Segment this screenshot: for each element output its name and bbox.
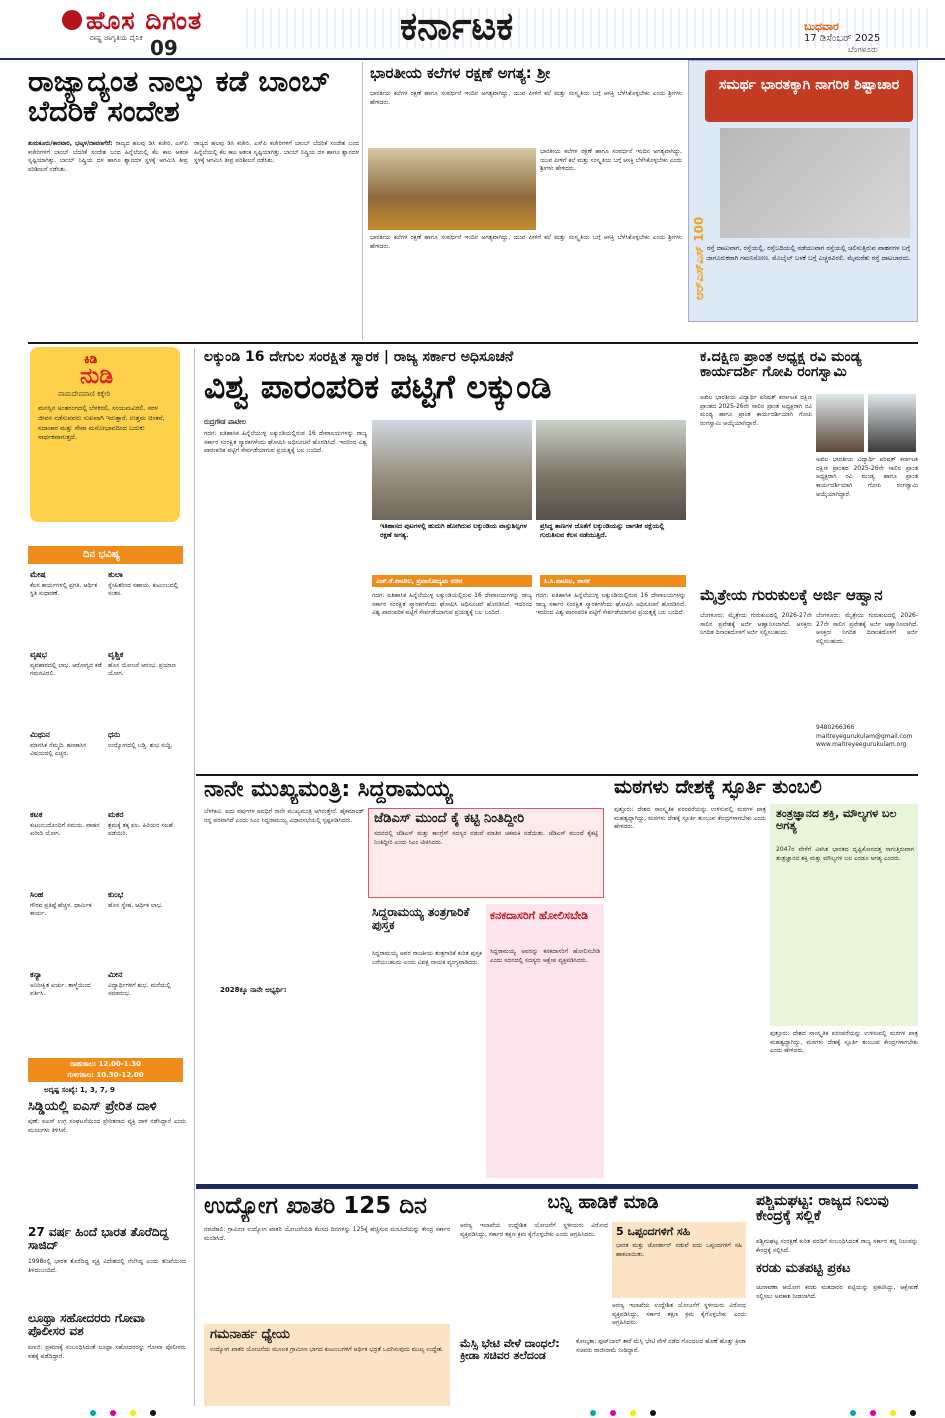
dakshina-body-col2: ಅಖಿಲ ಭಾರತೀಯ ವಿದ್ಯಾರ್ಥಿ ಪರಿಷತ್ ಕರ್ನಾಟಕ ದಕ್ಷಿಣ ಪ್ರಾಂತದ 2025-26ನೇ ಸಾಲಿನ ಪ್ರಾಂತ ಅಧ್ಯಕ್ಷರಾಗಿ ರವಿ ಮಂಡ್ಯ ಹಾಗೂ ಪ್ರಾಂತ ಕಾರ್ಯದರ್ಶಿಯಾಗಿ ಗೋಪಿ ರಂಗಸ್ವಾಮಿ ಆಯ್ಕೆಯಾಗಿದ್ದಾರೆ. (816, 456, 918, 498)
job-headline: ಉದ್ಯೋಗ ಖಾತರಿ 125 ದಿನ (204, 1194, 427, 1219)
art-body: ಭಾರತೀಯ ಕಲೆಗಳ ರಕ್ಷಣೆ ಹಾಗೂ ಸಂವರ್ಧನೆ ಇಂದಿನ ಅಗತ್ಯವಾಗಿದ್ದು, ಯುವ ಪೀಳಿಗೆ ಕಲೆ ಮತ್ತು ಸಂಸ್ಕೃತಿಯ ಬಗ್ಗೆ ಆಸಕ್ತಿ ಬೆಳೆಸಿಕೊಳ್ಳಬೇಕು ಎಂದು ಶ್ರೀಗಳು ಹೇಳಿದರು. (370, 90, 682, 106)
rashi-name: ಧನು (108, 730, 121, 739)
maitreya-phone: 9480266366 (816, 724, 855, 731)
messi-headline: ಮೆಸ್ಸಿ ಭೇಟಿ ವೇಳೆ ದಾಂಧಲೆ: ಕ್ರೀಡಾ ಸಚಿವರ ತಲೆದಂಡ (460, 1338, 560, 1362)
bunny-headline: ಬನ್ನಿ ಹಾಡಿಕೆ ಮಾಡಿ (547, 1194, 659, 1213)
bunny-body: ಅರಣ್ಯ ಇಲಾಖೆಯ ಉದ್ದೇಶಿತ ಯೋಜನೆಗೆ ಸ್ಥಳೀಯರು ವಿರೋಧ ವ್ಯಕ್ತಪಡಿಸಿದ್ದು, ಸರ್ಕಾರ ತಕ್ಷಣ ಕ್ರಮ ಕೈಗೊಳ್ಳಬೇಕು ಎಂದು ಆಗ್ರಹಿಸಿದರು. (460, 1222, 608, 1238)
art-headline: ಭಾರತೀಯ ಕಲೆಗಳ ರಕ್ಷಣೆ ಅಗತ್ಯ: ಶ್ರೀ (370, 66, 551, 82)
gulika: ಗುಳಿಗಕಾಲ: 10.30-12.00 (67, 1070, 144, 1079)
bottom-rule (196, 1184, 918, 1189)
cm-subhead: 2028ಕ್ಕೂ ನಾನೇ ಅಭ್ಯರ್ಥಿ: (220, 986, 287, 994)
rashi-item (30, 810, 104, 886)
temple-photo-2 (536, 420, 686, 520)
registration-dot (150, 1410, 156, 1416)
tax-headline: ಕರಡು ಮತಪಟ್ಟಿ ಪ್ರಕಟ (756, 1262, 918, 1280)
rashi-name: ಕಟಕ (30, 810, 43, 819)
rashi-text: ಸ್ನೇಹಿತರಿಂದ ಸಹಾಯ. ಕುಟುಂಬದಲ್ಲಿ ಸಂತಸ. (108, 582, 179, 598)
rashi-item (30, 650, 104, 726)
rashi-timings (28, 1058, 183, 1082)
registration-dot (850, 1410, 856, 1416)
lakkundi-byline: ರುದ್ರಗೌಡ ಪಾಟೀಲ (204, 418, 247, 426)
rashi-item (30, 570, 104, 646)
section-rule-2 (196, 774, 918, 776)
lakkundi-body: ಗದಗ: ಐತಿಹಾಸಿಕ ಹಿನ್ನೆಲೆಯುಳ್ಳ ಲಕ್ಕುಂಡಿಯಲ್ಲಿರುವ 16 ದೇವಾಲಯಗಳನ್ನು ರಾಜ್ಯ ಸರ್ಕಾರ ಸಂರಕ್ಷಿತ ಸ್ಮಾರಕಗಳೆಂದು ಘೋಷಿಸಿ ಅಧಿಸೂಚನೆ ಹೊರಡಿಸಿದೆ. ಇದರಿಂದ ವಿಶ್ವ ಪಾರಂಪರಿಕ ಪಟ್ಟಿಗೆ ಸೇರ್ಪಡೆಯಾಗುವ ಪ್ರಯತ್ನಕ್ಕೆ ಬಲ ಬಂದಿದೆ. (204, 430, 367, 455)
mutt-headline: ಮಠಗಳು ದೇಶಕ್ಕೆ ಸ್ಫೂರ್ತಿ ತುಂಬಲಿ (614, 778, 822, 798)
rashi-text: ವಿದ್ಯಾರ್ಥಿಗಳಿಗೆ ಶುಭ. ಮನೆಯಲ್ಲಿ ಸಮಾರಂಭ. (108, 982, 171, 998)
jds-body: ಸದನದಲ್ಲಿ ಜೆಡಿಎಸ್ ಮತ್ತು ಕಾಂಗ್ರೆಸ್ ಸದಸ್ಯರ ನಡುವೆ ಮಾತಿನ ಚಕಮಕಿ ನಡೆಯಿತು. ಜೆಡಿಎಸ್ ಮುಂದೆ ಕೈಕಟ್ಟಿ ನಿಂತಿದ್ದೀರಿ ಎಂದು ಸಿಎಂ ಟೀಕಿಸಿದರು. (374, 830, 598, 846)
lucky-numbers: ಅದೃಷ್ಟ ಸಂಖ್ಯೆ: 1, 3, 7, 9 (44, 1086, 115, 1094)
rashi-name: ವೃಶ್ಚಿಕ (108, 650, 124, 659)
art-body-col2: ಭಾರತೀಯ ಕಲೆಗಳ ರಕ್ಷಣೆ ಹಾಗೂ ಸಂವರ್ಧನೆ ಇಂದಿನ ಅಗತ್ಯವಾಗಿದ್ದು, ಯುವ ಪೀಳಿಗೆ ಕಲೆ ಮತ್ತು ಸಂಸ್ಕೃತಿಯ ಬಗ್ಗೆ ಆಸಕ್ತಿ ಬೆಳೆಸಿಕೊಳ್ಳಬೇಕು ಎಂದು ಶ್ರೀಗಳು ಹೇಳಿದರು. (540, 148, 682, 173)
sabir-body: 1998ರಲ್ಲಿ ಭಾರತ ತೊರೆದಿದ್ದ ವ್ಯಕ್ತಿ ವಿದೇಶದಲ್ಲಿ ನೆಲೆಸಿದ್ದ ಎಂದು ತನಿಖೆಯಿಂದ ತಿಳಿದುಬಂದಿದೆ. (28, 1258, 186, 1274)
art-photo (368, 148, 536, 230)
rashi-name: ಸಿಂಹ (30, 890, 44, 899)
rashi-text: ಗೌರವ ಪ್ರತಿಷ್ಠೆ ಹೆಚ್ಚಳ. ಧಾರ್ಮಿಕ ಕಾರ್ಯ. (30, 902, 92, 918)
mutt-body: ಪುತ್ತೂರು: ದೇಶದ ಸಾಂಸ್ಕೃತಿಕ ಪರಂಪರೆಯನ್ನು ಉಳಿಸುವಲ್ಲಿ ಮಠಗಳ ಪಾತ್ರ ಮಹತ್ವದ್ದಾಗಿದ್ದು, ಮಠಗಳು ದೇಶಕ್ಕೆ ಸ್ಫೂರ್ತಿ ತುಂಬುವ ಕೇಂದ್ರಗಳಾಗಬೇಕು ಎಂದು ಹೇಳಿದರು. (614, 806, 766, 831)
registration-dot (110, 1410, 116, 1416)
mutt-body-col2: ಪುತ್ತೂರು: ದೇಶದ ಸಾಂಸ್ಕೃತಿಕ ಪರಂಪರೆಯನ್ನು ಉಳಿಸುವಲ್ಲಿ ಮಠಗಳ ಪಾತ್ರ ಮಹತ್ವದ್ದಾಗಿದ್ದು, ಮಠಗಳು ದೇಶಕ್ಕೆ ಸ್ಫೂರ್ತಿ ತುಂಬುವ ಕೇಂದ್ರಗಳಾಗಬೇಕು ಎಂದು ಹೇಳಿದರು. (770, 1030, 918, 1055)
rashi-item (108, 570, 182, 646)
rashi-name: ಮಕರ (108, 810, 124, 819)
ad-title: ಸಮರ್ಥ ಭಾರತಕ್ಕಾಗಿ ನಾಗರಿಕ ಶಿಷ್ಟಾಚಾರ (705, 70, 913, 122)
rashi-text: ಕುಟುಂಬದೊಂದಿಗೆ ಸಮಯ. ವಾಹನ ಖರೀದಿ ಯೋಗ. (30, 822, 100, 838)
lakkundi-headline: ವಿಶ್ವ ಪಾರಂಪರಿಕ ಪಟ್ಟಿಗೆ ಲಕ್ಕುಂಡಿ (204, 370, 552, 406)
jds-headline: ಜೆಡಿಎಸ್ ಮುಂದೆ ಕೈ ಕಟ್ಟಿ ನಿಂತಿದ್ದೀರಿ (374, 812, 525, 826)
temple-photo-1 (372, 420, 532, 520)
siddi-body: ಪುಣೆ: ಐಎಸ್ ಉಗ್ರ ಸಂಘಟನೆಯಿಂದ ಪ್ರೇರಿತನಾದ ವ್ಯಕ್ತಿ ದಾಳಿ ನಡೆಸಿದ್ದಾನೆ ಎಂದು ಮೂಲಗಳು ತಿಳಿಸಿವೆ. (28, 1118, 186, 1134)
city: ಬೆಂಗಳೂರು (848, 45, 878, 54)
logo-subtitle: ರಾಷ್ಟ್ರ ಜಾಗೃತಿಯ ದೈನಿಕ (90, 34, 143, 42)
ad-road-illustration (720, 128, 910, 238)
rashi-item (30, 890, 104, 966)
rashi-grid (30, 570, 182, 1055)
registration-dot (630, 1410, 636, 1416)
rashi-item (30, 970, 104, 1046)
rashi-name: ಕುಂಭ (108, 890, 124, 899)
maitreya-website[interactable]: www.maitreyeegurukulam.org (816, 741, 907, 749)
tantra-body: ಸಿದ್ದರಾಮಯ್ಯ ಅವರ ರಾಜಕೀಯ ತಂತ್ರಗಾರಿಕೆ ಕುರಿತ ಪುಸ್ತಕ ಬರೆಯಬಹುದು ಎಂದು ವಿಪಕ್ಷ ನಾಯಕ ವ್ಯಂಗ್ಯವಾಡಿದರು. (372, 950, 482, 966)
rashi-text: ಹೊಸ ಸ್ನೇಹ. ಆರ್ಥಿಕ ಲಾಭ. (108, 902, 163, 909)
rashi-item (108, 970, 182, 1046)
maitreya-body: ಬೆಂಗಳೂರು: ಮೈತ್ರೇಯ ಗುರುಕುಲದಲ್ಲಿ 2026-27ನೇ ಸಾಲಿನ ಪ್ರವೇಶಕ್ಕೆ ಅರ್ಜಿ ಆಹ್ವಾನಿಸಲಾಗಿದೆ. ಆಸಕ್ತರು ನಿಗದಿತ ದಿನಾಂಕದೊಳಗೆ ಅರ್ಜಿ ಸಲ್ಲಿಸಬಹುದು. (700, 612, 812, 637)
section-title: ಕರ್ನಾಟಕ (400, 4, 514, 48)
quote1-author: ಎಚ್.ಕೆ.ಪಾಟೀಲ, ಪ್ರವಾಸೋದ್ಯಮ ಸಚಿವ (372, 575, 532, 587)
rashi-name: ಮಿಥುನ (30, 730, 50, 739)
rashi-name: ಮೀನ (108, 970, 123, 979)
rashi-text: ಕೆಲಸ ಕಾರ್ಯಗಳಲ್ಲಿ ಪ್ರಗತಿ. ಆರ್ಥಿಕ ಸ್ಥಿತಿ ಸುಧಾರಣೆ. (30, 582, 98, 598)
registration-dot (610, 1410, 616, 1416)
lead-headline: ರಾಜ್ಯಾದ್ಯಂತ ನಾಲ್ಕು ಕಡೆ ಬಾಂಬ್ ಬೆದರಿಕೆ ಸಂದೇಶ (28, 66, 331, 129)
page-number: 09 (150, 36, 178, 58)
maitreya-contact (816, 724, 918, 750)
bunny-box-title: 5 ಒಪ್ಪಂದಗಳಿಗೆ ಸಹಿ (616, 1226, 691, 1238)
cm-body: ಬೆಳಗಾವಿ: ಐದು ವರ್ಷಗಳ ಅವಧಿಗೆ ನಾನೇ ಮುಖ್ಯಮಂತ್ರಿ ಆಗಿರುತ್ತೇನೆ. ಹೈಕಮಾಂಡ್ ನನ್ನ ಪರವಾಗಿದೆ ಎಂದು ಸಿಎಂ ಸಿದ್ದರಾಮಯ್ಯ ವಿಧಾನಸಭೆಯಲ್ಲಿ ಸ್ಪಷ್ಟಪಡಿಸಿದರು. (204, 808, 364, 824)
tax-body: ಚುನಾವಣಾ ಆಯೋಗ ಕರಡು ಮತದಾರರ ಪಟ್ಟಿಯನ್ನು ಪ್ರಕಟಿಸಿದ್ದು, ಆಕ್ಷೇಪಣೆ ಸಲ್ಲಿಸಲು ಅವಕಾಶ ನೀಡಲಾಗಿದೆ. (756, 1284, 918, 1300)
dakshina-headline: ಕ.ದಕ್ಷಿಣ ಪ್ರಾಂತ ಅಧ್ಯಕ್ಷ ರವಿ ಮಂಡ್ಯ ಕಾರ್ಯದರ್ಶಿ ಗೋಪಿ ರಂಗಸ್ವಾಮಿ (700, 350, 862, 380)
quote2-author: ಸಿ.ಸಿ.ಪಾಟೀಲ, ಶಾಸಕ (540, 575, 686, 587)
mutt-box-title: ತಂತ್ರಜ್ಞಾನದ ಶಕ್ತಿ, ಮೌಲ್ಯಗಳ ಬಲ ಅಗತ್ಯ (776, 808, 897, 832)
divider-left (194, 348, 195, 1406)
kanaka-headline: ಕನಕದಾಸರಿಗೆ ಹೋಲಿಸಬೇಡಿ (490, 910, 589, 922)
lead-text: ರಾಜ್ಯದ ಹಲವು ಡಿಸಿ ಕಚೇರಿ, ಎಸ್‌ಪಿ ಕಚೇರಿಗಳಿಗೆ ಬಾಂಬ್ ಬೆದರಿಕೆ ಸಂದೇಶ ಬಂದ ಹಿನ್ನೆಲೆಯಲ್ಲಿ ಕೆಲ ಕಾಲ ಆತಂಕ ಸೃಷ್ಟಿಯಾಗಿತ್ತು. ಬಾಂಬ್ ನಿಷ್ಕ್ರಿಯ ದಳ ಹಾಗೂ ಶ್ವಾನದಳ ಸ್ಥಳಕ್ಕೆ ಆಗಮಿಸಿ ತೀವ್ರ ಪರಿಶೀಲನೆ ನಡೆಸಿತು. (28, 140, 188, 174)
dakshina-body: ಅಖಿಲ ಭಾರತೀಯ ವಿದ್ಯಾರ್ಥಿ ಪರಿಷತ್ ಕರ್ನಾಟಕ ದಕ್ಷಿಣ ಪ್ರಾಂತದ 2025-26ನೇ ಸಾಲಿನ ಪ್ರಾಂತ ಅಧ್ಯಕ್ಷರಾಗಿ ರವಿ ಮಂಡ್ಯ ಹಾಗೂ ಪ್ರಾಂತ ಕಾರ್ಯದರ್ಶಿಯಾಗಿ ಗೋಪಿ ರಂಗಸ್ವಾಮಿ ಆಯ್ಕೆಯಾಗಿದ್ದಾರೆ. (700, 394, 812, 428)
masthead (0, 0, 945, 58)
registration-dot (910, 1410, 916, 1416)
kidi-author: ವಾಮದೇವವಾಣಿ ಕಕ್ಕೇರಿ (58, 390, 111, 398)
lakkundi-body-col2: ಗದಗ: ಐತಿಹಾಸಿಕ ಹಿನ್ನೆಲೆಯುಳ್ಳ ಲಕ್ಕುಂಡಿಯಲ್ಲಿರುವ 16 ದೇವಾಲಯಗಳನ್ನು ರಾಜ್ಯ ಸರ್ಕಾರ ಸಂರಕ್ಷಿತ ಸ್ಮಾರಕಗಳೆಂದು ಘೋಷಿಸಿ ಅಧಿಸೂಚನೆ ಹೊರಡಿಸಿದೆ. ಇದರಿಂದ ವಿಶ್ವ ಪಾರಂಪರಿಕ ಪಟ್ಟಿಗೆ ಸೇರ್ಪಡೆಯಾಗುವ ಪ್ರಯತ್ನಕ್ಕೆ ಬಲ ಬಂದಿದೆ. (372, 592, 532, 617)
lead-dateline: ತುಮಕೂರು/ಕಾರವಾರ, ಭಟ್ಕಳ/ದಾವಣಗೆರೆ: (28, 140, 113, 147)
rashi-text: ಉದ್ಯೋಗದಲ್ಲಿ ಬಡ್ತಿ. ಶುಭ ಸುದ್ದಿ. (108, 742, 173, 749)
date: 17 ಡಿಸೆಂಬರ್ 2025 (804, 33, 881, 44)
maitreya-email[interactable]: maitreyegurukulam@gmail.com (816, 732, 913, 740)
ghats-headline: ಪಶ್ಚಿಮಘಟ್ಟ: ರಾಜ್ಯದ ನಿಲುವು ಕೇಂದ್ರಕ್ಕೆ ಸಲ್ಲಿಕೆ (756, 1194, 889, 1224)
registration-dot (590, 1410, 596, 1416)
kidi-body: ಮನಸ್ಸಿನ ಅಂತರಂಗದಲ್ಲಿ ಬೆಳಕಿರಲಿ, ಸಂಯಮವಿರಲಿ. ಸರಳ ಜೀವನ ನಡೆಸುವವರು ಸುಖವಾಗಿ ಇರುತ್ತಾರೆ. ಉತ್ತಮ ಚಿಂತನೆ, ಸದಾಚಾರ ಮತ್ತು ಸೇವಾ ಮನೋಭಾವದಿಂದ ಬದುಕು ಸಾರ್ಥಕವಾಗುತ್ತದೆ. (38, 404, 165, 442)
ghats-body: ಪಶ್ಚಿಮಘಟ್ಟ ಸಂರಕ್ಷಣೆ ಕುರಿತ ವರದಿಗೆ ಸಂಬಂಧಿಸಿದಂತೆ ರಾಜ್ಯ ಸರ್ಕಾರ ತನ್ನ ನಿಲುವನ್ನು ಕೇಂದ್ರಕ್ಕೆ ಸಲ್ಲಿಸಿದೆ. (756, 1238, 918, 1254)
mutt-box-body: 2047ರ ವೇಳೆಗೆ ವಿಕಸಿತ ಭಾರತದ ದೃಷ್ಟಿಕೋನದತ್ತ ಸಾಗುತ್ತಿರುವಾಗ ತಂತ್ರಜ್ಞಾನದ ಶಕ್ತಿ ಮತ್ತು ಮೌಲ್ಯಗಳ ಬಲ ಎರಡೂ ಅಗತ್ಯ ಎಂದರು. (776, 846, 914, 862)
ad-side-label: ಆರ್‌ಎಸ್‌ಎಸ್ 100 (692, 216, 706, 300)
rashi-item (108, 810, 182, 886)
luthra-headline: ಲೂಥ್ರಾ ಸಹೋದರರು ಗೋವಾ ಪೊಲೀಸರ ವಶ (28, 1312, 145, 1338)
registration-dot (650, 1410, 656, 1416)
lakkundi-body-col3: ಗದಗ: ಐತಿಹಾಸಿಕ ಹಿನ್ನೆಲೆಯುಳ್ಳ ಲಕ್ಕುಂಡಿಯಲ್ಲಿರುವ 16 ದೇವಾಲಯಗಳನ್ನು ರಾಜ್ಯ ಸರ್ಕಾರ ಸಂರಕ್ಷಿತ ಸ್ಮಾರಕಗಳೆಂದು ಘೋಷಿಸಿ ಅಧಿಸೂಚನೆ ಹೊರಡಿಸಿದೆ. ಇದರಿಂದ ವಿಶ್ವ ಪಾರಂಪರಿಕ ಪಟ್ಟಿಗೆ ಸೇರ್ಪಡೆಯಾಗುವ ಪ್ರಯತ್ನಕ್ಕೆ ಬಲ ಬಂದಿದೆ. (536, 592, 686, 617)
lead-body (28, 140, 188, 340)
rashi-name: ವೃಷಭ (30, 650, 47, 659)
rashi-name: ತುಲಾ (108, 570, 123, 579)
divider (362, 62, 363, 340)
art-body-col3: ಭಾರತೀಯ ಕಲೆಗಳ ರಕ್ಷಣೆ ಹಾಗೂ ಸಂವರ್ಧನೆ ಇಂದಿನ ಅಗತ್ಯವಾಗಿದ್ದು, ಯುವ ಪೀಳಿಗೆ ಕಲೆ ಮತ್ತು ಸಂಸ್ಕೃತಿಯ ಬಗ್ಗೆ ಆಸಕ್ತಿ ಬೆಳೆಸಿಕೊಳ್ಳಬೇಕು ಎಂದು ಶ್ರೀಗಳು ಹೇಳಿದರು. (370, 234, 682, 250)
bunny-box-body: ಭಾರತ ಮತ್ತು ಜೋರ್ಡಾನ್ ನಡುವೆ ಐದು ಒಪ್ಪಂದಗಳಿಗೆ ಸಹಿ ಹಾಕಲಾಯಿತು. (616, 1242, 742, 1258)
rashi-text: ವ್ಯವಹಾರದಲ್ಲಿ ಲಾಭ. ಆರೋಗ್ಯದ ಕಡೆ ಗಮನವಿರಲಿ. (30, 662, 102, 678)
registration-dot (870, 1410, 876, 1416)
rashi-item (108, 650, 182, 726)
job-note-body: ಉದ್ಯೋಗ ಖಾತರಿ ಯೋಜನೆಯ ಮೂಲಕ ಗ್ರಾಮೀಣ ಭಾಗದ ಕುಟುಂಬಗಳಿಗೆ ಆರ್ಥಿಕ ಭದ್ರತೆ ಒದಗಿಸುವುದು ಮುಖ್ಯ ಉದ್ದೇಶ. (210, 1346, 444, 1353)
lead-body-col2: ರಾಜ್ಯದ ಹಲವು ಡಿಸಿ ಕಚೇರಿ, ಎಸ್‌ಪಿ ಕಚೇರಿಗಳಿಗೆ ಬಾಂಬ್ ಬೆದರಿಕೆ ಸಂದೇಶ ಬಂದ ಹಿನ್ನೆಲೆಯಲ್ಲಿ ಕೆಲ ಕಾಲ ಆತಂಕ ಸೃಷ್ಟಿಯಾಗಿತ್ತು. ಬಾಂಬ್ ನಿಷ್ಕ್ರಿಯ ದಳ ಹಾಗೂ ಶ್ವಾನದಳ ಸ್ಥಳಕ್ಕೆ ಆಗಮಿಸಿ ತೀವ್ರ ಪರಿಶೀಲನೆ ನಡೆಸಿತು. (194, 140, 359, 165)
ravi-photo (816, 394, 864, 452)
rashi-text: ಹೊಸ ಯೋಜನೆ ಆರಂಭ. ಪ್ರಯಾಣ ಯೋಗ. (108, 662, 176, 678)
maitreya-body-col2: ಬೆಂಗಳೂರು: ಮೈತ್ರೇಯ ಗುರುಕುಲದಲ್ಲಿ 2026-27ನೇ ಸಾಲಿನ ಪ್ರವೇಶಕ್ಕೆ ಅರ್ಜಿ ಆಹ್ವಾನಿಸಲಾಗಿದೆ. ಆಸಕ್ತರು ನಿಗದಿತ ದಿನಾಂಕದೊಳಗೆ ಅರ್ಜಿ ಸಲ್ಲಿಸಬಹುದು. (816, 612, 918, 646)
luthra-body: ಪಣಜಿ: ಪ್ರಕರಣಕ್ಕೆ ಸಂಬಂಧಿಸಿದಂತೆ ಲೂಥ್ರಾ ಸಹೋದರರನ್ನು ಗೋವಾ ಪೊಲೀಸರು ವಶಕ್ಕೆ ಪಡೆದಿದ್ದಾರೆ. (28, 1344, 186, 1360)
day: ಬುಧವಾರ (804, 20, 839, 33)
lakkundi-kicker: ಲಕ್ಕುಂಡಿ 16 ದೇಗುಲ ಸಂರಕ್ಷಿತ ಸ್ಮಾರಕ | ರಾಜ್ಯ ಸರ್ಕಾರ ಅಧಿಸೂಚನೆ (204, 350, 514, 365)
maitreya-headline: ಮೈತ್ರೇಯ ಗುರುಕುಲಕ್ಕೆ ಅರ್ಜಿ ಆಹ್ವಾನ (700, 588, 883, 604)
rashi-item (108, 890, 182, 966)
rashi-item (108, 730, 182, 806)
kanaka-body: ಸಿದ್ದರಾಮಯ್ಯ ಅವರನ್ನು ಕನಕದಾಸರಿಗೆ ಹೋಲಿಸಬೇಡಿ ಎಂದು ಸದನದಲ್ಲಿ ಸದಸ್ಯರು ಆಕ್ಷೇಪ ವ್ಯಕ್ತಪಡಿಸಿದರು. (490, 948, 600, 964)
kidi-title: ಕಿಡಿ (84, 352, 98, 366)
registration-dot (90, 1410, 96, 1416)
rashi-item (30, 730, 104, 806)
section-rule (28, 342, 918, 344)
registration-dot (130, 1410, 136, 1416)
messi-body: ಕೋಲ್ಕತಾ: ಫುಟ್‌ಬಾಲ್ ತಾರೆ ಮೆಸ್ಸಿ ಭೇಟಿ ವೇಳೆ ನಡೆದ ಗೊಂದಲದ ಹೊಣೆ ಹೊತ್ತು ಕ್ರೀಡಾ ಸಚಿವರು ರಾಜೀನಾಮೆ ನೀಡಿದ್ದಾರೆ. (576, 1338, 746, 1354)
job-note-title: ಗಮನಾರ್ಹ ಧ್ಯೇಯ (210, 1328, 290, 1342)
rashi-name: ಕನ್ಯಾ (30, 970, 42, 979)
cm-headline: ನಾನೇ ಮುಖ್ಯಮಂತ್ರಿ: ಸಿದ್ದರಾಮಯ್ಯ (204, 778, 453, 802)
lakkundi-quote1: ಇತಿಹಾಸದ ಪುಟಗಳಲ್ಲಿ ಹುದುಗಿ ಹೋಗಿರುವ ಲಕ್ಕುಂಡಿಯ ವಾಸ್ತುಶಿಲ್ಪಗಳ ರಕ್ಷಣೆ ಅಗತ್ಯ. (380, 522, 527, 540)
rashi-text: ಮಾನಸಿಕ ನೆಮ್ಮದಿ. ಹಣಕಾಸಿನ ವಿಷಯದಲ್ಲಿ ಎಚ್ಚರ. (30, 742, 87, 758)
rashi-title: ದಿನ ಭವಿಷ್ಯ (28, 546, 183, 564)
logo: ಹೊಸ ದಿಗಂತ (86, 6, 203, 35)
sabir-headline: 27 ವರ್ಷ ಹಿಂದೆ ಭಾರತ ತೊರೆದಿದ್ದ ಸಾಜಿದ್ (28, 1226, 169, 1252)
lakkundi-quote2: ಪ್ರಸಿದ್ಧ ತಾಣಗಳ ಜೊತೆಗೆ ಲಕ್ಕುಂಡಿಯನ್ನು ಜಾಗತಿಕ ನಕ್ಷೆಯಲ್ಲಿ ಗುರುತಿಸುವ ಕೆಲಸ ನಡೆಯುತ್ತಿದೆ. (540, 522, 665, 540)
logo-icon (62, 10, 82, 30)
rahukala: ರಾಹುಕಾಲ: 12.00-1.30 (70, 1060, 141, 1068)
job-body: ನವದೆಹಲಿ: ಗ್ರಾಮೀಣ ಉದ್ಯೋಗ ಖಾತರಿ ಯೋಜನೆಯಡಿ ಕೆಲಸದ ದಿನಗಳನ್ನು 125ಕ್ಕೆ ಹೆಚ್ಚಿಸುವ ಮಸೂದೆಯನ್ನು ಕೇಂದ್ರ ಸರ್ಕಾರ ಮಂಡಿಸಿದೆ. (204, 1226, 450, 1242)
rashi-name: ಮೇಷ (30, 570, 46, 579)
registration-dot (890, 1410, 896, 1416)
kidi-title2: ನುಡಿ (80, 364, 114, 389)
tantra-headline: ಸಿದ್ದರಾಮಯ್ಯ ತಂತ್ರಗಾರಿಕೆ ಪುಸ್ತಕ (372, 906, 470, 932)
siddi-headline: ಸಿಡ್ಡಿಯಲ್ಲಿ ಐಎಸ್ ಪ್ರೇರಿತ ದಾಳಿ (28, 1100, 157, 1114)
gopi-photo (868, 394, 916, 452)
rashi-text: ಶ್ರಮಕ್ಕೆ ತಕ್ಕ ಫಲ. ಹಿರಿಯರ ಸಲಹೆ ಪಡೆಯಿರಿ. (108, 822, 173, 838)
bunny-body-col2: ಅರಣ್ಯ ಇಲಾಖೆಯ ಉದ್ದೇಶಿತ ಯೋಜನೆಗೆ ಸ್ಥಳೀಯರು ವಿರೋಧ ವ್ಯಕ್ತಪಡಿಸಿದ್ದು, ಸರ್ಕಾರ ತಕ್ಷಣ ಕ್ರಮ ಕೈಗೊಳ್ಳಬೇಕು ಎಂದು ಆಗ್ರಹಿಸಿದರು. (612, 1302, 746, 1327)
rashi-text: ಅನಿರೀಕ್ಷಿತ ಖರ್ಚು. ತಾಳ್ಮೆಯಿಂದ ವರ್ತಿಸಿ. (30, 982, 91, 998)
ad-body: ರಸ್ತೆ ದಾಟುವಾಗ, ರಸ್ತೆಯಲ್ಲಿ, ರಸ್ತೆಬದಿಯಲ್ಲಿ ನಡೆಯುವಾಗ ರಸ್ತೆಯಲ್ಲಿ ಚಲಿಸುತ್ತಿರುವ ವಾಹನಗಳ ಬಗ್ಗೆ ಜಾಗೂರುಕರಾಗಿ ಗಮನಿಸೋಣ. ಮೊಬೈಲ್ ಬಳಕೆ ಬಗ್ಗೆ ಎಚ್ಚರವಿರಲಿ. ಮೈಮರೆತು ರಸ್ತೆ ದಾಟಬಾರದು. (706, 244, 911, 262)
print-registration-strip (0, 1408, 945, 1418)
